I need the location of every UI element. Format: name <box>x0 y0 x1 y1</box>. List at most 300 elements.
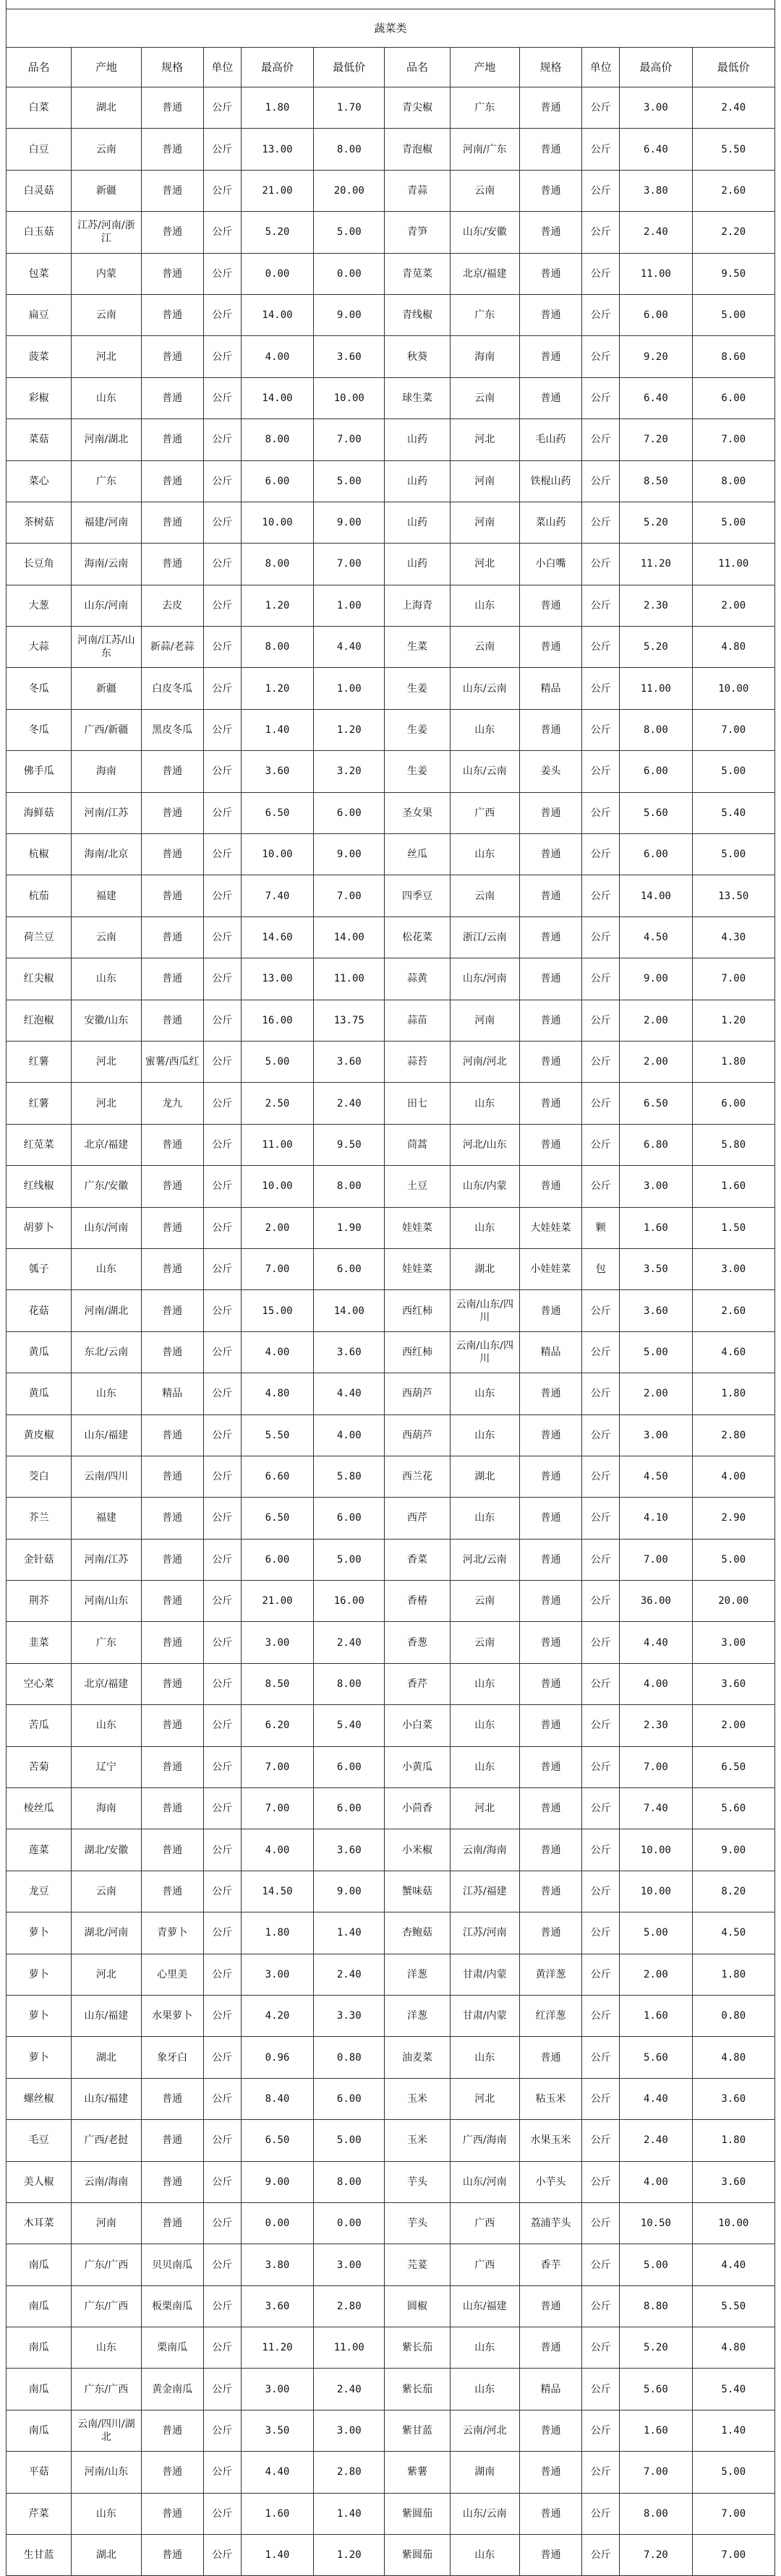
cell-spec-right: 姜头 <box>519 751 581 792</box>
cell-name-left: 空心菜 <box>7 1663 72 1704</box>
cell-min-price-right: 5.00 <box>692 751 774 792</box>
cell-min-price-left: 8.00 <box>314 1663 385 1704</box>
cell-spec-right: 小芋头 <box>519 2161 581 2202</box>
cell-name-left: 龙豆 <box>7 1871 72 1912</box>
cell-unit-left: 公斤 <box>203 129 241 170</box>
cell-unit-left: 公斤 <box>203 2410 241 2451</box>
table-row <box>7 834 775 875</box>
table-row <box>7 2161 775 2202</box>
cell-unit-right: 公斤 <box>582 2161 620 2202</box>
cell-origin-right: 山东 <box>450 2037 519 2078</box>
cell-min-price-right: 5.00 <box>692 834 774 875</box>
cell-unit-right: 公斤 <box>582 916 620 958</box>
cell-spec-left: 普通 <box>141 1829 203 1871</box>
cell-min-price-left: 20.00 <box>314 170 385 211</box>
cell-origin-right: 山东 <box>450 1746 519 1787</box>
cell-max-price-left: 1.40 <box>241 709 313 750</box>
cell-unit-left: 公斤 <box>203 627 241 668</box>
cell-name-right: 玉米 <box>385 2078 450 2119</box>
cell-spec-right: 普通 <box>519 1581 581 1622</box>
cell-origin-right: 河南 <box>450 460 519 502</box>
cell-origin-right: 河南/广东 <box>450 129 519 170</box>
cell-origin-left: 福建/河南 <box>72 502 141 543</box>
cell-name-left: 瓠子 <box>7 1248 72 1289</box>
cell-unit-left: 公斤 <box>203 751 241 792</box>
cell-unit-left: 公斤 <box>203 336 241 377</box>
table-row <box>7 709 775 750</box>
cell-unit-right: 公斤 <box>582 792 620 833</box>
top-spacer-row <box>7 0 775 9</box>
cell-name-left: 红线椒 <box>7 1166 72 1207</box>
table-row <box>7 2410 775 2451</box>
cell-max-price-left: 6.20 <box>241 1705 313 1746</box>
cell-origin-left: 河南/山东 <box>72 2452 141 2493</box>
cell-name-left: 黄瓜 <box>7 1331 72 1373</box>
cell-name-right: 茼蒿 <box>385 1124 450 1165</box>
cell-origin-right: 山东 <box>450 1498 519 1539</box>
cell-spec-left: 普通 <box>141 129 203 170</box>
cell-max-price-left: 0.00 <box>241 253 313 294</box>
cell-origin-left: 海南/云南 <box>72 544 141 585</box>
cell-origin-right: 山东 <box>450 1373 519 1414</box>
table-row <box>7 2285 775 2327</box>
cell-name-right: 蒜苗 <box>385 1000 450 1041</box>
cell-min-price-right: 7.00 <box>692 958 774 1000</box>
cell-spec-left: 栗南瓜 <box>141 2327 203 2369</box>
cell-name-left: 南瓜 <box>7 2410 72 2451</box>
cell-origin-right: 河南/河北 <box>450 1041 519 1082</box>
cell-spec-right: 普通 <box>519 129 581 170</box>
cell-name-left: 芹菜 <box>7 2493 72 2534</box>
cell-min-price-left: 8.00 <box>314 2161 385 2202</box>
cell-name-right: 小白菜 <box>385 1705 450 1746</box>
cell-max-price-left: 1.80 <box>241 1912 313 1954</box>
cell-max-price-left: 8.40 <box>241 2078 313 2119</box>
cell-min-price-right: 4.80 <box>692 2037 774 2078</box>
cell-max-price-right: 2.30 <box>620 585 692 626</box>
cell-origin-right: 广西 <box>450 2244 519 2285</box>
cell-name-right: 青泡椒 <box>385 129 450 170</box>
cell-spec-left: 普通 <box>141 875 203 916</box>
cell-name-left: 金针菇 <box>7 1539 72 1580</box>
cell-spec-left: 普通 <box>141 1414 203 1456</box>
cell-min-price-right: 6.00 <box>692 1083 774 1124</box>
cell-max-price-left: 0.00 <box>241 2202 313 2244</box>
cell-min-price-left: 4.40 <box>314 627 385 668</box>
cell-unit-left: 公斤 <box>203 1746 241 1787</box>
cell-name-left: 黄瓜 <box>7 1373 72 1414</box>
cell-min-price-left: 7.00 <box>314 544 385 585</box>
cell-max-price-left: 8.00 <box>241 419 313 460</box>
cell-max-price-left: 5.00 <box>241 1041 313 1082</box>
cell-name-right: 小黄瓜 <box>385 1746 450 1787</box>
cell-origin-left: 云南/四川 <box>72 1456 141 1497</box>
cell-unit-right: 公斤 <box>582 1041 620 1082</box>
cell-spec-left: 普通 <box>141 336 203 377</box>
cell-max-price-left: 5.50 <box>241 1414 313 1456</box>
cell-unit-right: 公斤 <box>582 212 620 253</box>
cell-max-price-right: 7.00 <box>620 1746 692 1787</box>
table-row <box>7 170 775 211</box>
cell-unit-left: 公斤 <box>203 212 241 253</box>
cell-spec-left: 普通 <box>141 1000 203 1041</box>
cell-min-price-left: 14.00 <box>314 1290 385 1331</box>
cell-unit-left: 公斤 <box>203 544 241 585</box>
cell-origin-right: 河南 <box>450 502 519 543</box>
cell-origin-right: 河北/云南 <box>450 1539 519 1580</box>
cell-unit-left: 公斤 <box>203 1373 241 1414</box>
cell-max-price-right: 7.20 <box>620 2535 692 2576</box>
cell-origin-left: 河南/江苏 <box>72 792 141 833</box>
table-row <box>7 916 775 958</box>
cell-origin-left: 山东 <box>72 2493 141 2534</box>
cell-unit-left: 公斤 <box>203 1539 241 1580</box>
top-spacer-cell <box>7 0 775 9</box>
cell-name-right: 西红柿 <box>385 1331 450 1373</box>
cell-unit-right: 公斤 <box>582 1871 620 1912</box>
cell-min-price-left: 1.00 <box>314 668 385 709</box>
cell-max-price-right: 9.20 <box>620 336 692 377</box>
cell-spec-left: 普通 <box>141 1663 203 1704</box>
cell-spec-right: 普通 <box>519 2493 581 2534</box>
cell-name-left: 红薯 <box>7 1041 72 1082</box>
cell-name-left: 棱丝瓜 <box>7 1788 72 1829</box>
cell-min-price-right: 5.00 <box>692 294 774 335</box>
cell-origin-left: 安徽/山东 <box>72 1000 141 1041</box>
cell-name-left: 大蒜 <box>7 627 72 668</box>
cell-name-right: 紫长茄 <box>385 2327 450 2369</box>
cell-name-right: 青笋 <box>385 212 450 253</box>
category-title: 蔬菜类 <box>7 9 775 48</box>
cell-spec-left: 普通 <box>141 170 203 211</box>
cell-unit-right: 公斤 <box>582 1746 620 1787</box>
cell-spec-left: 白皮冬瓜 <box>141 668 203 709</box>
cell-min-price-left: 3.60 <box>314 1331 385 1373</box>
cell-min-price-right: 2.60 <box>692 170 774 211</box>
cell-max-price-right: 1.60 <box>620 1995 692 2036</box>
cell-name-left: 长豆角 <box>7 544 72 585</box>
cell-name-right: 紫甘蓝 <box>385 2410 450 2451</box>
cell-origin-left: 海南/北京 <box>72 834 141 875</box>
table-row <box>7 627 775 668</box>
cell-max-price-left: 3.00 <box>241 2369 313 2410</box>
table-row <box>7 2037 775 2078</box>
cell-origin-right: 山东 <box>450 1663 519 1704</box>
cell-name-right: 玉米 <box>385 2120 450 2161</box>
header-origin-right: 产地 <box>450 48 519 87</box>
cell-max-price-left: 21.00 <box>241 170 313 211</box>
table-row <box>7 212 775 253</box>
cell-max-price-right: 2.30 <box>620 1705 692 1746</box>
cell-max-price-right: 6.50 <box>620 1083 692 1124</box>
cell-max-price-right: 3.00 <box>620 1414 692 1456</box>
cell-name-left: 白玉菇 <box>7 212 72 253</box>
cell-spec-right: 普通 <box>519 2285 581 2327</box>
cell-max-price-right: 1.60 <box>620 2410 692 2451</box>
cell-max-price-right: 6.00 <box>620 294 692 335</box>
cell-spec-left: 精品 <box>141 1373 203 1414</box>
cell-unit-left: 公斤 <box>203 1622 241 1663</box>
cell-origin-right: 山东 <box>450 2327 519 2369</box>
cell-max-price-left: 8.00 <box>241 544 313 585</box>
cell-unit-right: 包 <box>582 1248 620 1289</box>
cell-origin-right: 河北 <box>450 544 519 585</box>
vegetable-price-table <box>6 0 775 2576</box>
cell-max-price-right: 8.80 <box>620 2285 692 2327</box>
cell-max-price-right: 6.40 <box>620 129 692 170</box>
cell-unit-right: 公斤 <box>582 2410 620 2451</box>
cell-max-price-right: 5.00 <box>620 2244 692 2285</box>
cell-origin-left: 山东/河南 <box>72 585 141 626</box>
cell-max-price-right: 4.50 <box>620 1456 692 1497</box>
cell-unit-right: 公斤 <box>582 460 620 502</box>
cell-unit-right: 公斤 <box>582 419 620 460</box>
cell-max-price-left: 1.40 <box>241 2535 313 2576</box>
cell-origin-left: 广东 <box>72 1622 141 1663</box>
cell-unit-right: 公斤 <box>582 585 620 626</box>
cell-name-right: 芋头 <box>385 2202 450 2244</box>
cell-min-price-right: 6.00 <box>692 377 774 418</box>
cell-min-price-right: 5.60 <box>692 1788 774 1829</box>
cell-spec-right: 大娃娃菜 <box>519 1207 581 1248</box>
cell-origin-left: 山东 <box>72 1705 141 1746</box>
cell-spec-right: 普通 <box>519 294 581 335</box>
cell-max-price-right: 9.00 <box>620 958 692 1000</box>
header-row <box>7 48 775 87</box>
cell-origin-left: 山东/河南 <box>72 1207 141 1248</box>
header-spec-left: 规格 <box>141 48 203 87</box>
cell-origin-right: 山东/安徽 <box>450 212 519 253</box>
table-row <box>7 1207 775 1248</box>
cell-spec-left: 普通 <box>141 1746 203 1787</box>
table-row <box>7 502 775 543</box>
cell-origin-right: 北京/福建 <box>450 253 519 294</box>
cell-unit-right: 公斤 <box>582 1788 620 1829</box>
cell-name-left: 白灵菇 <box>7 170 72 211</box>
cell-spec-right: 普通 <box>519 336 581 377</box>
cell-name-left: 苦瓜 <box>7 1705 72 1746</box>
cell-unit-left: 公斤 <box>203 792 241 833</box>
cell-min-price-left: 9.00 <box>314 294 385 335</box>
cell-origin-right: 山东/云南 <box>450 751 519 792</box>
cell-origin-left: 海南 <box>72 751 141 792</box>
cell-max-price-right: 7.20 <box>620 419 692 460</box>
cell-spec-left: 普通 <box>141 1705 203 1746</box>
cell-spec-right: 普通 <box>519 170 581 211</box>
cell-unit-left: 公斤 <box>203 1414 241 1456</box>
cell-unit-right: 公斤 <box>582 2369 620 2410</box>
cell-max-price-right: 5.20 <box>620 627 692 668</box>
table-row <box>7 1456 775 1497</box>
cell-min-price-left: 9.00 <box>314 834 385 875</box>
cell-origin-right: 河北 <box>450 419 519 460</box>
cell-unit-left: 公斤 <box>203 1788 241 1829</box>
cell-min-price-left: 6.00 <box>314 1498 385 1539</box>
cell-unit-left: 公斤 <box>203 1041 241 1082</box>
cell-spec-right: 普通 <box>519 916 581 958</box>
cell-origin-left: 海南 <box>72 1788 141 1829</box>
cell-min-price-right: 5.00 <box>692 1539 774 1580</box>
cell-max-price-right: 8.50 <box>620 460 692 502</box>
cell-name-left: 冬瓜 <box>7 668 72 709</box>
cell-spec-right: 香芋 <box>519 2244 581 2285</box>
cell-min-price-right: 7.00 <box>692 2493 774 2534</box>
table-row <box>7 585 775 626</box>
cell-min-price-right: 4.80 <box>692 2327 774 2369</box>
header-spec-right: 规格 <box>519 48 581 87</box>
table-row <box>7 2535 775 2576</box>
header-max-price-right: 最高价 <box>620 48 692 87</box>
cell-origin-left: 云南 <box>72 129 141 170</box>
header-name-left: 品名 <box>7 48 72 87</box>
cell-max-price-left: 2.00 <box>241 1207 313 1248</box>
price-sheet <box>6 0 775 2576</box>
cell-max-price-left: 0.96 <box>241 2037 313 2078</box>
header-unit-right: 单位 <box>582 48 620 87</box>
cell-max-price-left: 14.50 <box>241 1871 313 1912</box>
cell-max-price-left: 1.20 <box>241 668 313 709</box>
cell-min-price-left: 5.80 <box>314 1456 385 1497</box>
cell-origin-right: 山东 <box>450 834 519 875</box>
cell-unit-right: 公斤 <box>582 1539 620 1580</box>
cell-spec-left: 普通 <box>141 377 203 418</box>
cell-min-price-left: 7.00 <box>314 875 385 916</box>
cell-min-price-right: 1.20 <box>692 1000 774 1041</box>
cell-min-price-left: 2.80 <box>314 2285 385 2327</box>
cell-spec-left: 普通 <box>141 751 203 792</box>
cell-unit-right: 公斤 <box>582 2120 620 2161</box>
cell-max-price-right: 4.40 <box>620 1622 692 1663</box>
cell-min-price-left: 3.60 <box>314 1041 385 1082</box>
cell-max-price-left: 6.60 <box>241 1456 313 1497</box>
cell-spec-right: 普通 <box>519 1083 581 1124</box>
cell-origin-left: 云南 <box>72 1871 141 1912</box>
cell-origin-left: 福建 <box>72 1498 141 1539</box>
cell-origin-left: 云南 <box>72 916 141 958</box>
cell-spec-left: 普通 <box>141 1539 203 1580</box>
cell-origin-right: 山东 <box>450 1705 519 1746</box>
cell-name-left: 红薯 <box>7 1083 72 1124</box>
cell-origin-right: 山东/河南 <box>450 958 519 1000</box>
cell-name-right: 香菜 <box>385 1539 450 1580</box>
cell-origin-right: 云南 <box>450 1622 519 1663</box>
cell-spec-left: 普通 <box>141 419 203 460</box>
table-row <box>7 792 775 833</box>
cell-origin-left: 山东/福建 <box>72 1995 141 2036</box>
table-row <box>7 1995 775 2036</box>
cell-max-price-right: 1.60 <box>620 1207 692 1248</box>
cell-min-price-right: 20.00 <box>692 1581 774 1622</box>
cell-name-right: 秋葵 <box>385 336 450 377</box>
cell-min-price-left: 2.40 <box>314 1954 385 1995</box>
cell-origin-right: 浙江/云南 <box>450 916 519 958</box>
cell-min-price-right: 5.00 <box>692 502 774 543</box>
cell-max-price-left: 11.20 <box>241 2327 313 2369</box>
cell-name-left: 荷兰豆 <box>7 916 72 958</box>
cell-spec-left: 黄金南瓜 <box>141 2369 203 2410</box>
cell-origin-right: 云南 <box>450 875 519 916</box>
cell-unit-left: 公斤 <box>203 1912 241 1954</box>
cell-origin-left: 广西/老挝 <box>72 2120 141 2161</box>
cell-spec-right: 黄洋葱 <box>519 1954 581 1995</box>
cell-max-price-right: 2.00 <box>620 1041 692 1082</box>
cell-name-right: 紫薯 <box>385 2452 450 2493</box>
cell-unit-left: 公斤 <box>203 1290 241 1331</box>
cell-min-price-right: 2.40 <box>692 87 774 129</box>
table-row <box>7 253 775 294</box>
cell-min-price-right: 5.50 <box>692 129 774 170</box>
cell-min-price-left: 6.00 <box>314 1788 385 1829</box>
cell-max-price-left: 6.50 <box>241 2120 313 2161</box>
cell-unit-left: 公斤 <box>203 1124 241 1165</box>
cell-spec-left: 黑皮冬瓜 <box>141 709 203 750</box>
cell-spec-left: 普通 <box>141 460 203 502</box>
cell-name-left: 红尖椒 <box>7 958 72 1000</box>
cell-min-price-right: 1.50 <box>692 1207 774 1248</box>
cell-unit-left: 公斤 <box>203 1871 241 1912</box>
cell-origin-right: 山东 <box>450 1414 519 1456</box>
cell-min-price-right: 1.80 <box>692 1041 774 1082</box>
cell-name-left: 萝卜 <box>7 2037 72 2078</box>
cell-spec-left: 普通 <box>141 916 203 958</box>
cell-spec-left: 普通 <box>141 2410 203 2451</box>
cell-max-price-right: 4.40 <box>620 2078 692 2119</box>
cell-min-price-left: 1.40 <box>314 2493 385 2534</box>
cell-max-price-right: 7.40 <box>620 1788 692 1829</box>
cell-unit-left: 公斤 <box>203 2161 241 2202</box>
cell-min-price-left: 1.20 <box>314 2535 385 2576</box>
table-row <box>7 1581 775 1622</box>
cell-min-price-left: 1.70 <box>314 87 385 129</box>
cell-max-price-right: 3.50 <box>620 1248 692 1289</box>
cell-unit-left: 公斤 <box>203 502 241 543</box>
cell-name-left: 白菜 <box>7 87 72 129</box>
cell-spec-right: 普通 <box>519 1456 581 1497</box>
cell-spec-left: 板栗南瓜 <box>141 2285 203 2327</box>
cell-max-price-right: 3.00 <box>620 1166 692 1207</box>
cell-origin-right: 山东/河南 <box>450 2161 519 2202</box>
cell-spec-left: 普通 <box>141 1456 203 1497</box>
cell-origin-right: 河北/山东 <box>450 1124 519 1165</box>
cell-origin-right: 广东 <box>450 294 519 335</box>
table-row <box>7 2202 775 2244</box>
table-row <box>7 419 775 460</box>
cell-min-price-left: 9.50 <box>314 1124 385 1165</box>
cell-unit-left: 公斤 <box>203 2369 241 2410</box>
cell-origin-right: 海南 <box>450 336 519 377</box>
cell-origin-right: 湖南 <box>450 2452 519 2493</box>
cell-unit-right: 公斤 <box>582 1331 620 1373</box>
cell-spec-right: 菜山药 <box>519 502 581 543</box>
table-row <box>7 1746 775 1787</box>
table-row <box>7 1000 775 1041</box>
cell-name-right: 生姜 <box>385 668 450 709</box>
cell-name-right: 青苋菜 <box>385 253 450 294</box>
cell-name-right: 丝瓜 <box>385 834 450 875</box>
cell-name-left: 冬瓜 <box>7 709 72 750</box>
table-row <box>7 958 775 1000</box>
cell-name-right: 洋葱 <box>385 1995 450 2036</box>
cell-max-price-left: 1.60 <box>241 2493 313 2534</box>
cell-min-price-left: 8.00 <box>314 1166 385 1207</box>
table-row <box>7 1539 775 1580</box>
cell-name-right: 小米椒 <box>385 1829 450 1871</box>
cell-origin-left: 河南/湖北 <box>72 1290 141 1331</box>
cell-unit-left: 公斤 <box>203 2202 241 2244</box>
cell-spec-left: 去皮 <box>141 585 203 626</box>
cell-name-left: 螺丝椒 <box>7 2078 72 2119</box>
cell-spec-right: 普通 <box>519 212 581 253</box>
